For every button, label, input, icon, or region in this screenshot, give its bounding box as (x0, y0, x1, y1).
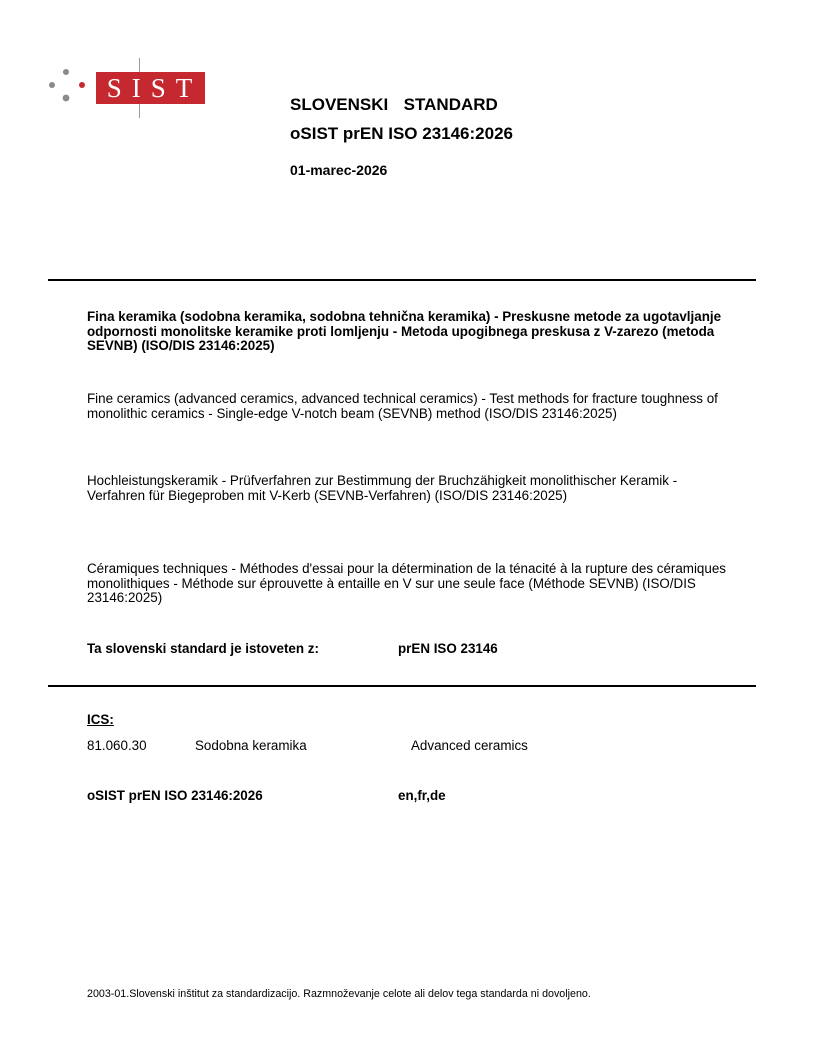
title-slovenian: Fina keramika (sodobna keramika, sodobna tehnična keramika) - Preskusne metode za ugotavljanje odpornosti monolitske keramike proti lomljenju - Metoda upogibnega preskusa z V-zarezo (metoda SEVNB) (ISO/DIS 23146:2025) (87, 309, 722, 354)
title-french: Céramiques techniques - Méthodes d'essai pour la détermination de la ténacité à la rupture des céramiques monolithiques - Méthode sur éprouvette à entaille en V sur une seule face (Méthode SEVNB) (ISO/DIS 23146:2025) (87, 561, 726, 606)
copyright-notice: 2003-01.Slovenski inštitut za standardizacijo. Razmnoževanje celote ali delov tega standarda ni dovoljeno. (87, 988, 591, 1000)
title-english: Fine ceramics (advanced ceramics, advanced technical ceramics) - Test methods for fracture toughness of monolithic ceramics - Single-edge V-notch beam (SEVNB) method (ISO/DIS 23146:2025) (87, 391, 718, 421)
standard-label: SLOVENSKI STANDARD (290, 95, 498, 114)
document-code: oSIST prEN ISO 23146:2026 (87, 788, 263, 803)
equivalence-value: prEN ISO 23146 (398, 641, 498, 656)
standard-date: 01-marec-2026 (290, 162, 388, 178)
document-languages: en,fr,de (398, 788, 446, 803)
standard-code: oSIST prEN ISO 23146:2026 (290, 124, 513, 143)
ics-name-slovenian: Sodobna keramika (195, 738, 307, 753)
sist-logo-dots (46, 66, 86, 110)
equivalence-label: Ta slovenski standard je istoveten z: (87, 641, 319, 656)
ics-name-english: Advanced ceramics (411, 738, 528, 753)
middle-divider (48, 685, 756, 687)
ics-label: ICS: (87, 712, 114, 727)
ics-code: 81.060.30 (87, 738, 147, 753)
top-divider (48, 279, 756, 281)
sist-logo: SIST (96, 72, 205, 104)
title-german: Hochleistungskeramik - Prüfverfahren zur Bestimmung der Bruchzähigkeit monolithischer Keramik - Verfahren für Biegeproben mit V-Kerb (SEVNB-Verfahren) (ISO/DIS 23146:2025) (87, 473, 678, 503)
